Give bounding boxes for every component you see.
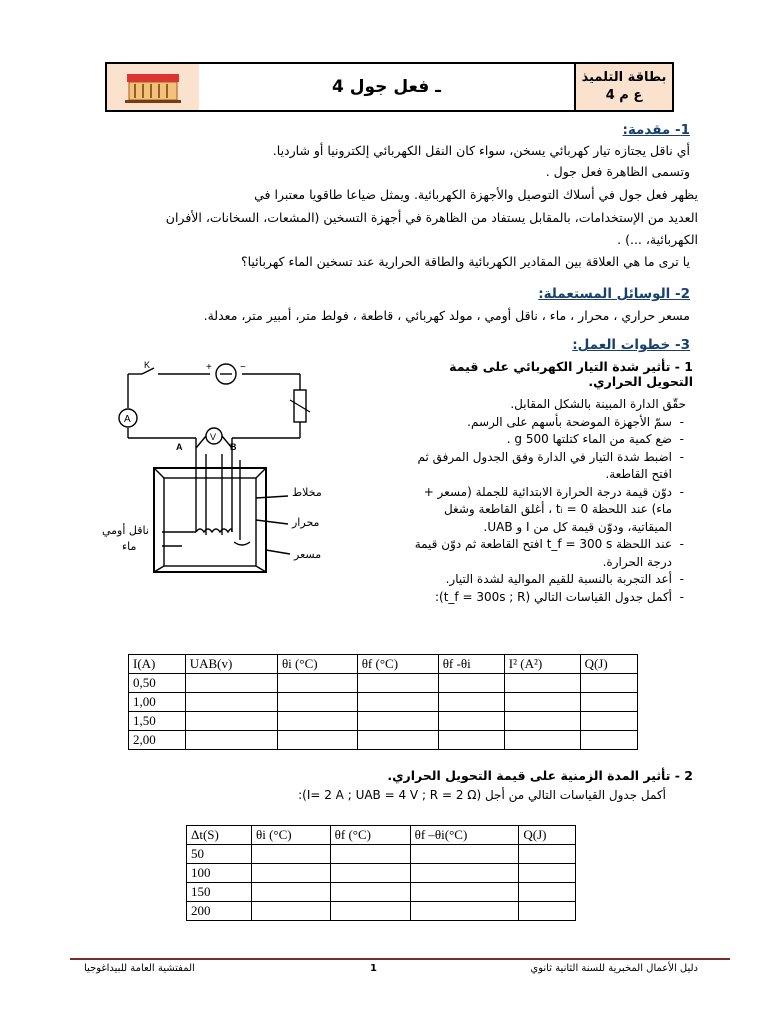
- label-minus: −: [240, 362, 246, 373]
- table-row: [187, 864, 576, 883]
- table1-input-cell[interactable]: [357, 674, 438, 693]
- section1-p3: يظهر فعل جول في أسلاك التوصيل والأجهزة الكهربائية. ويمثل ضياعا طاقويا معتبرا في: [254, 187, 698, 202]
- table2-input-cell[interactable]: [252, 902, 331, 921]
- table-row: [129, 731, 638, 750]
- table1-input-cell[interactable]: [185, 674, 277, 693]
- label-mixer: مخلاط: [292, 486, 322, 499]
- table2-header-row: [187, 826, 576, 845]
- card-line2: ع م 4: [605, 88, 643, 103]
- table2-input-cell[interactable]: [330, 864, 410, 883]
- student-card-label: [576, 64, 672, 110]
- table1-current-cell: 1,50: [129, 712, 186, 731]
- table-row: [187, 902, 576, 921]
- table2-time-cell: 100: [187, 864, 252, 883]
- table2-input-cell[interactable]: [330, 902, 410, 921]
- table2-header-cell: Q(J): [519, 826, 576, 845]
- step2-heading: 2 - تأثير المدة الزمنية على قيمة التحويل الحراري.: [387, 768, 693, 783]
- measurements-table-1: [128, 654, 638, 750]
- table1-input-cell[interactable]: [438, 674, 504, 693]
- table1-input-cell[interactable]: [185, 693, 277, 712]
- label-plus: +: [206, 362, 212, 373]
- step1-list: [402, 396, 686, 606]
- table1-input-cell[interactable]: [277, 731, 357, 750]
- table1-current-cell: 1,00: [129, 693, 186, 712]
- page-number: 1: [370, 963, 377, 974]
- section1-title: 1- مقدمة:: [622, 122, 690, 138]
- table1-input-cell[interactable]: [277, 712, 357, 731]
- table2-time-cell: 150: [187, 883, 252, 902]
- table2-input-cell[interactable]: [519, 864, 576, 883]
- footer-divider: [70, 958, 730, 960]
- school-logo-icon: [107, 64, 201, 110]
- step1-heading: 1 - تأثير شدة التيار الكهربائي على قيمة التحويل الحراري.: [449, 359, 693, 389]
- table1-header-cell: I² (A²): [504, 655, 580, 674]
- table1-input-cell[interactable]: [438, 731, 504, 750]
- table2-header-cell: θf (°C): [330, 826, 410, 845]
- label-water: ماء: [122, 540, 137, 553]
- table2-input-cell[interactable]: [519, 845, 576, 864]
- step1-item-6: - أعد التجربة بالنسبة للقيم الموالية لشدة التيار.: [402, 571, 672, 589]
- table2-time-cell: 50: [187, 845, 252, 864]
- section1-p5: الكهربائية، ...) .: [617, 232, 698, 247]
- step1-item-0: حقّق الدارة المبينة بالشكل المقابل.: [510, 397, 686, 411]
- table1-header-row: [129, 655, 638, 674]
- table1-input-cell[interactable]: [438, 693, 504, 712]
- table1-input-cell[interactable]: [580, 693, 637, 712]
- lesson-title: 4 ـ فعل جول: [199, 64, 576, 110]
- step2-text: أكمل جدول القياسات التالي من أجل (I= 2 A ; UAB = 4 V ; R = 2 Ω):: [298, 788, 666, 802]
- table2-input-cell[interactable]: [252, 845, 331, 864]
- table1-input-cell[interactable]: [580, 712, 637, 731]
- table-row: [187, 845, 576, 864]
- table-row: [187, 883, 576, 902]
- step1-item-2: - ضع كمية من الماء كتلتها 500 g .: [402, 431, 672, 449]
- table1-header-cell: UAB(v): [185, 655, 277, 674]
- table2-input-cell[interactable]: [410, 845, 519, 864]
- step1-item-3: - اضبط شدة التيار في الدارة وفق الجدول المرفق ثم افتح القاطعة.: [402, 449, 672, 484]
- table1-current-cell: 0,50: [129, 674, 186, 693]
- footer-left: المفتشية العامة للبيداغوجيا: [84, 963, 195, 974]
- table2-input-cell[interactable]: [330, 883, 410, 902]
- table2-input-cell[interactable]: [330, 845, 410, 864]
- section2-text: مسعر حراري ، محرار ، ماء ، ناقل أومي ، مولد كهربائي ، قاطعة ، فولط متر، أمبير متر، معدلة.: [203, 308, 690, 323]
- section1-p2: وتسمى الظاهرة فعل جول .: [545, 164, 690, 179]
- table1-header-cell: I(A): [129, 655, 186, 674]
- table1-input-cell[interactable]: [277, 693, 357, 712]
- table1-input-cell[interactable]: [357, 731, 438, 750]
- table-row: [129, 674, 638, 693]
- table1-input-cell[interactable]: [357, 712, 438, 731]
- header-box: [105, 62, 674, 112]
- label-resistor: ناقل أومي: [102, 524, 149, 537]
- label-k: K: [144, 360, 151, 370]
- table2-time-cell: 200: [187, 902, 252, 921]
- table1-input-cell[interactable]: [357, 693, 438, 712]
- table2-input-cell[interactable]: [252, 864, 331, 883]
- step1-item-5: - عند اللحظة t_f = 300 s افتح القاطعة ثم دوّن قيمة درجة الحرارة.: [402, 536, 672, 571]
- section2-title: 2- الوسائل المستعملة:: [538, 286, 690, 302]
- table2-input-cell[interactable]: [252, 883, 331, 902]
- table-row: [129, 693, 638, 712]
- footer-right: دليل الأعمال المخبرية للسنة الثانية ثانوي: [530, 963, 698, 974]
- table1-current-cell: 2,00: [129, 731, 186, 750]
- table2-input-cell[interactable]: [410, 883, 519, 902]
- step1-item-7: - أكمل جدول القياسات التالي (t_f = 300s ; R):: [402, 589, 672, 607]
- label-node-b: B: [230, 442, 237, 452]
- table-row: [129, 712, 638, 731]
- circuit-diagram: [102, 360, 370, 610]
- table1-input-cell[interactable]: [504, 731, 580, 750]
- table2-input-cell[interactable]: [410, 902, 519, 921]
- table1-input-cell[interactable]: [504, 693, 580, 712]
- table1-input-cell[interactable]: [277, 674, 357, 693]
- table2-input-cell[interactable]: [519, 902, 576, 921]
- label-voltmeter: V: [210, 432, 217, 442]
- section3-title: 3- خطوات العمل:: [572, 337, 690, 353]
- table1-input-cell[interactable]: [580, 731, 637, 750]
- table2-input-cell[interactable]: [410, 864, 519, 883]
- section1-p4: العديد من الإستخدامات، بالمقابل يستفاد من الظاهرة في أجهزة التسخين (المشعات، السخانات، الأفران: [165, 210, 698, 225]
- section1-question: يا ترى ما هي العلاقة بين المقادير الكهربائية والطاقة الحرارية عند تسخين الماء كهربائيا؟: [240, 254, 690, 269]
- label-calorimeter: مسعر: [294, 548, 322, 561]
- label-ammeter: A: [124, 414, 131, 425]
- table1-input-cell[interactable]: [504, 712, 580, 731]
- table1-header-cell: θi (°C): [277, 655, 357, 674]
- table2-header-cell: θi (°C): [252, 826, 331, 845]
- section1-p1: أي ناقل يجتازه تيار كهربائي يسخن، سواء كان النقل الكهربائي إلكترونيا أو شارديا.: [272, 143, 690, 158]
- table1-input-cell[interactable]: [438, 712, 504, 731]
- table1-header-cell: θf -θi: [438, 655, 504, 674]
- step1-item-4: - دوّن قيمة درجة الحرارة الابتدائية للجملة (مسعر + ماء) عند اللحظة tᵢ = 0 ، أغلق القاطعة وشغل الميقاتية، ودوّن قيمة كل من I و UAB.: [402, 484, 672, 537]
- table2-header-cell: θf –θi(°C): [410, 826, 519, 845]
- card-line1: بطاقة التلميذ: [581, 70, 667, 85]
- table1-header-cell: θf (°C): [357, 655, 438, 674]
- table1-input-cell[interactable]: [185, 712, 277, 731]
- table1-input-cell[interactable]: [185, 731, 277, 750]
- label-node-a: A: [176, 442, 183, 452]
- label-thermometer: محرار: [292, 516, 320, 529]
- table2-input-cell[interactable]: [519, 883, 576, 902]
- table1-input-cell[interactable]: [580, 674, 637, 693]
- table1-input-cell[interactable]: [504, 674, 580, 693]
- table1-header-cell: Q(J): [580, 655, 637, 674]
- measurements-table-2: [186, 825, 576, 921]
- table2-header-cell: Δt(S): [187, 826, 252, 845]
- step1-item-1: - سمّ الأجهزة الموضحة بأسهم على الرسم.: [402, 414, 672, 432]
